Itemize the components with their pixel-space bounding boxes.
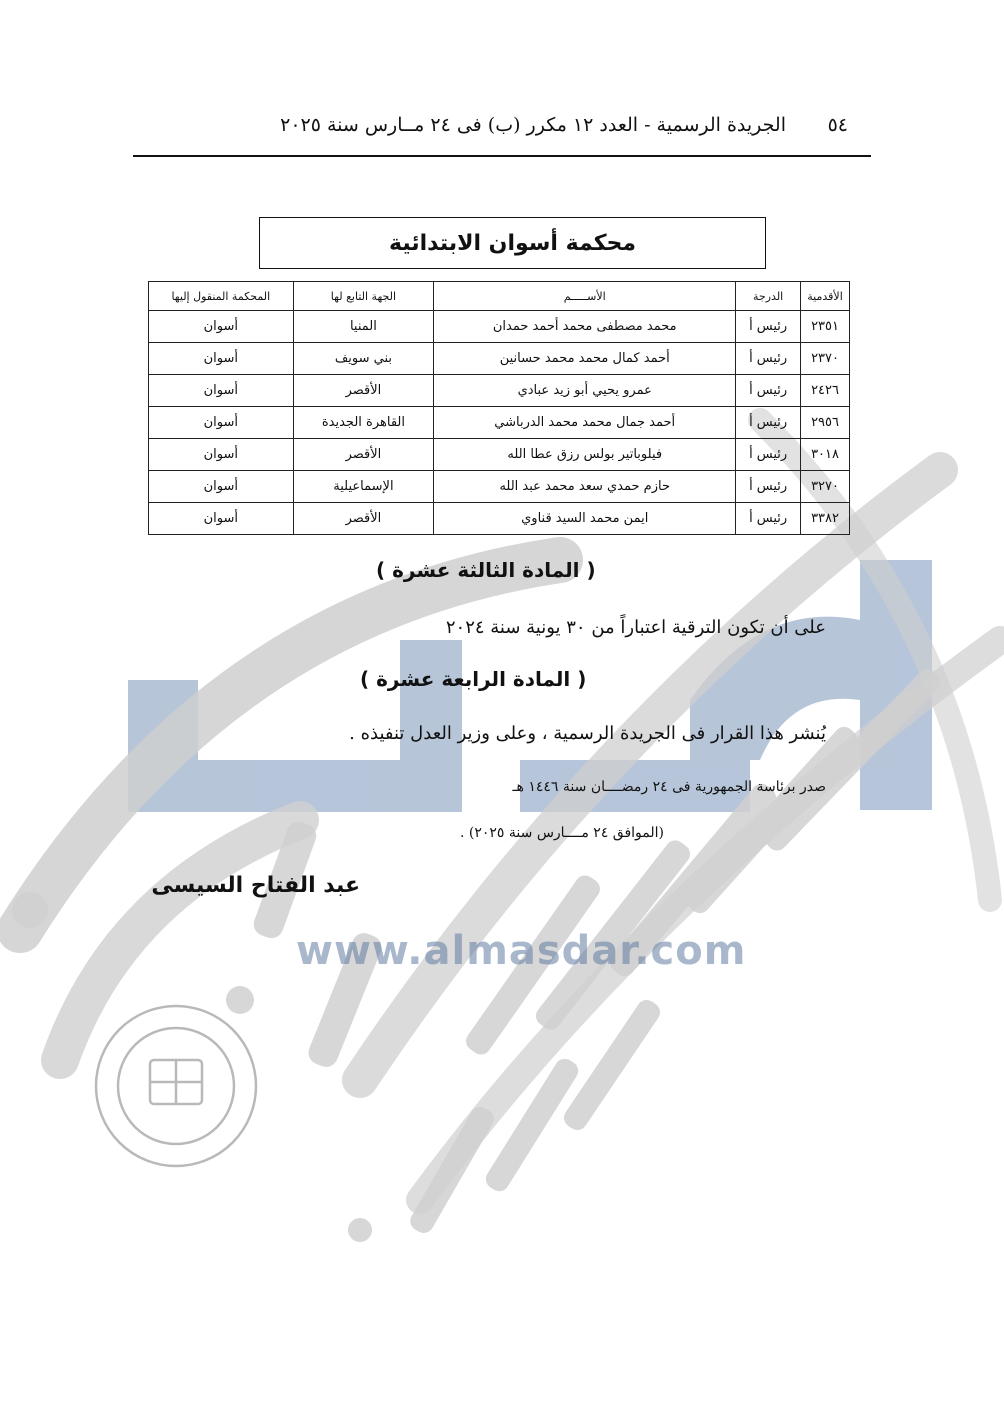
- cell-degree: رئيس أ: [736, 471, 801, 503]
- cell-degree: رئيس أ: [736, 375, 801, 407]
- cell-department: الأقصر: [293, 439, 434, 471]
- cell-court: أسوان: [149, 343, 294, 375]
- cell-court: أسوان: [149, 503, 294, 535]
- cell-name: أحمد كمال محمد محمد حسانين: [434, 343, 736, 375]
- table-row: [149, 343, 850, 375]
- cell-court: أسوان: [149, 471, 294, 503]
- issued-line-2: (الموافق ٢٤ مــــارس سنة ٢٠٢٥) .: [460, 825, 664, 841]
- signature: عبد الفتاح السيسى: [151, 873, 360, 898]
- article-14-title: ( المادة الرابعة عشرة ): [360, 667, 587, 691]
- cell-department: الإسماعيلية: [293, 471, 434, 503]
- cell-name: ايمن محمد السيد قناوي: [434, 503, 736, 535]
- cell-seniority: ٣٠١٨: [801, 439, 850, 471]
- page-header: [135, 104, 870, 154]
- cell-court: أسوان: [149, 375, 294, 407]
- cell-department: الأقصر: [293, 375, 434, 407]
- cell-degree: رئيس أ: [736, 503, 801, 535]
- cell-court: أسوان: [149, 439, 294, 471]
- cell-seniority: ٢٣٥١: [801, 311, 850, 343]
- table-header-row: [149, 282, 850, 311]
- header-seniority: الأقدمية: [801, 282, 850, 311]
- cell-degree: رئيس أ: [736, 311, 801, 343]
- court-title-box: [259, 217, 766, 269]
- promotions-table: [148, 281, 850, 535]
- cell-name: عمرو يحيي أبو زيد عبادي: [434, 375, 736, 407]
- cell-seniority: ٢٤٢٦: [801, 375, 850, 407]
- table-row: [149, 471, 850, 503]
- cell-department: بني سويف: [293, 343, 434, 375]
- cell-seniority: ٣٢٧٠: [801, 471, 850, 503]
- table-row: [149, 311, 850, 343]
- table-row: [149, 375, 850, 407]
- cell-name: أحمد جمال محمد محمد الدرباشي: [434, 407, 736, 439]
- watermark-url: www.almasdar.com: [296, 928, 747, 974]
- cell-name: فيلوباتير بولس رزق عطا الله: [434, 439, 736, 471]
- cell-seniority: ٢٩٥٦: [801, 407, 850, 439]
- cell-seniority: ٣٣٨٢: [801, 503, 850, 535]
- cell-name: محمد مصطفى محمد أحمد حمدان: [434, 311, 736, 343]
- table-row: [149, 439, 850, 471]
- cell-seniority: ٢٣٧٠: [801, 343, 850, 375]
- cell-degree: رئيس أ: [736, 439, 801, 471]
- cell-name: حازم حمدي سعد محمد عبد الله: [434, 471, 736, 503]
- table-row: [149, 407, 850, 439]
- header-degree: الدرجة: [736, 282, 801, 311]
- header-court: المحكمة المنقول إليها: [149, 282, 294, 311]
- article-14-text: يُنشر هذا القرار فى الجريدة الرسمية ، وعلى وزير العدل تنفيذه .: [349, 723, 826, 744]
- cell-department: المنيا: [293, 311, 434, 343]
- article-13-text: على أن تكون الترقية اعتباراً من ٣٠ يونية سنة ٢٠٢٤: [445, 617, 826, 638]
- cell-court: أسوان: [149, 311, 294, 343]
- header-department: الجهة التابع لها: [293, 282, 434, 311]
- cell-degree: رئيس أ: [736, 407, 801, 439]
- header-divider: [133, 155, 871, 157]
- gazette-title: الجريدة الرسمية - العدد ١٢ مكرر (ب) فى ٢٤ مــارس سنة ٢٠٢٥: [280, 114, 786, 136]
- stamp-seal: [96, 1006, 256, 1166]
- cell-court: أسوان: [149, 407, 294, 439]
- article-13-title: ( المادة الثالثة عشرة ): [376, 558, 596, 582]
- table-row: [149, 503, 850, 535]
- page-number: ٥٤: [827, 114, 848, 136]
- issued-line-1: صدر برئاسة الجمهورية فى ٢٤ رمضــــان سنة ١٤٤٦ هـ: [512, 779, 826, 795]
- cell-department: الأقصر: [293, 503, 434, 535]
- court-title: محكمة أسوان الابتدائية: [389, 230, 636, 256]
- cell-department: القاهرة الجديدة: [293, 407, 434, 439]
- header-name: الأســـــم: [434, 282, 736, 311]
- cell-degree: رئيس أ: [736, 343, 801, 375]
